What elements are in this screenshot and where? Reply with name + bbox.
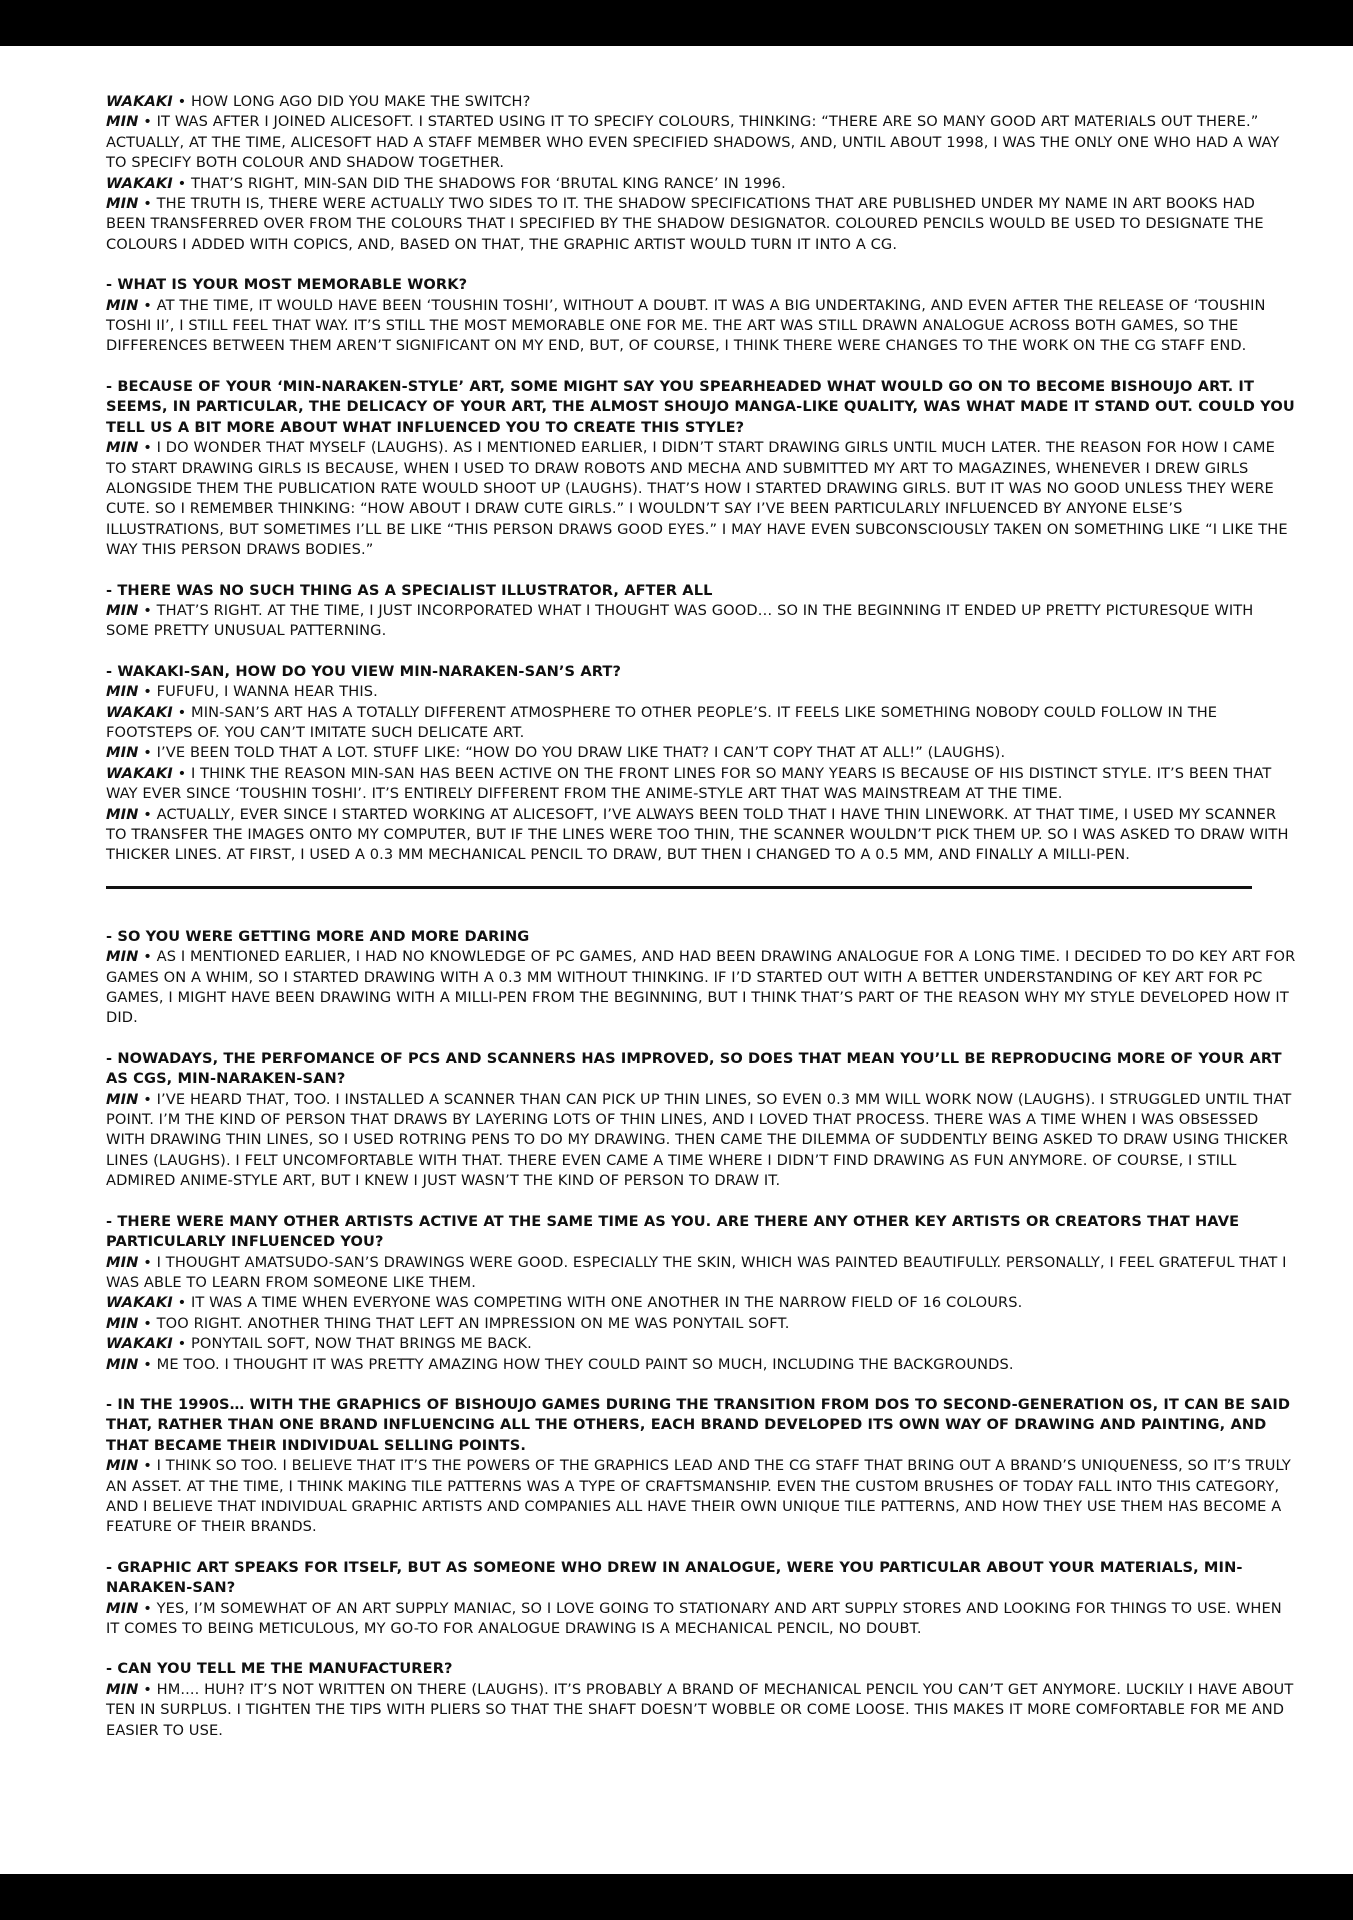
- speaker-name: MIN: [106, 1355, 139, 1373]
- speaker-separator: •: [172, 764, 192, 782]
- speaker-name: WAKAKI: [106, 1335, 173, 1353]
- speaker-name: MIN: [106, 1314, 139, 1332]
- bottom-black-band: [0, 1874, 1353, 1920]
- answer-text: I THOUGHT AMATSUDO-SAN’S DRAWINGS WERE GOOD. ESPECIALLY THE SKIN, WHICH WAS PAINTED BEAUTIFULLY. PERSONALLY, I FEEL GRATEFUL THAT I WAS ABLE TO LEARN FROM SOMEONE LIKE THEM.: [106, 1253, 1287, 1291]
- interview-question: - SO YOU WERE GETTING MORE AND MORE DARING: [106, 927, 530, 945]
- speaker-name: MIN: [106, 1680, 139, 1698]
- speaker-name: WAKAKI: [106, 93, 173, 110]
- qa-section: [106, 1395, 1296, 1538]
- answer-line: [106, 703, 1296, 744]
- answer-text: HM.... HUH? IT’S NOT WRITTEN ON THERE (LAUGHS). IT’S PROBABLY A BRAND OF MECHANICAL PENCIL YOU CAN’T GET ANYMORE. LUCKILY I HAVE ABOUT TEN IN SURPLUS. I TIGHTEN THE TIPS WITH PLIERS SO THAT THE SHAFT DOESN’T WOBBLE OR COME LOOSE. THIS MAKES IT MORE COMFORTABLE FOR ME AND EASIER TO USE.: [106, 1680, 1294, 1739]
- speaker-name: MIN: [106, 948, 139, 966]
- answer-text: I THINK SO TOO. I BELIEVE THAT IT’S THE POWERS OF THE GRAPHICS LEAD AND THE CG STAFF THAT BRING OUT A BRAND’S UNIQUENESS, SO IT’S TRULY AN ASSET. AT THE TIME, I THINK MAKING TILE PATTERNS WAS A TYPE OF CRAFTSMANSHIP. EVEN THE CUSTOM BRUSHES OF TODAY FALL INTO THIS CATEGORY, AND I BELIEVE THAT INDIVIDUAL GRAPHIC ARTISTS AND COMPANIES ALL HAVE THEIR OWN UNIQUE TILE PATTERNS, AND HOW THEY USE THEM HAS BECOME A FEATURE OF THEIR BRANDS.: [106, 1457, 1291, 1536]
- answer-text: THE TRUTH IS, THERE WERE ACTUALLY TWO SIDES TO IT. THE SHADOW SPECIFICATIONS THAT ARE PUBLISHED UNDER MY NAME IN ART BOOKS HAD BEEN TRANSFERRED OVER FROM THE COLOURS THAT I SPECIFIED BY THE SHADOW DESIGNATOR. COLOURED PENCILS WOULD BE USED TO DESIGNATE THE COLOURS I ADDED WITH COPICS, AND, BASED ON THAT, THE GRAPHIC ARTIST WOULD TURN IT INTO A CG.: [106, 195, 1264, 253]
- answer-line: [106, 601, 1296, 642]
- speaker-name: MIN: [106, 1090, 139, 1108]
- answer-text: AS I MENTIONED EARLIER, I HAD NO KNOWLEDGE OF PC GAMES, AND HAD BEEN DRAWING ANALOGUE FOR A LONG TIME. I DECIDED TO DO KEY ART FOR GAMES ON A WHIM, SO I STARTED DRAWING WITH A 0.3 MM WITHOUT THINKING. IF I’D STARTED OUT WITH A BETTER UNDERSTANDING OF KEY ART FOR PC GAMES, I MIGHT HAVE BEEN DRAWING WITH A MILLI-PEN FROM THE BEGINNING, BUT I THINK THAT’S PART OF THE REASON WHY MY STYLE DEVELOPED HOW IT DID.: [106, 948, 1296, 1027]
- answer-line: [106, 174, 1296, 194]
- answer-line: [106, 743, 1296, 763]
- speaker-name: MIN: [106, 439, 139, 457]
- answer-text: ACTUALLY, EVER SINCE I STARTED WORKING AT ALICESOFT, I’VE ALWAYS BEEN TOLD THAT I HAVE THIN LINEWORK. AT THAT TIME, I USED MY SCANNER TO TRANSFER THE IMAGES ONTO MY COMPUTER, BUT IF THE LINES WERE TOO THIN, THE SCANNER WOULDN’T PICK THEM UP. SO I WAS ASKED TO DRAW WITH THICKER LINES. AT FIRST, I USED A 0.3 MM MECHANICAL PENCIL TO DRAW, BUT THEN I CHANGED TO A 0.5 MM, AND FINALLY A MILLI-PEN.: [106, 805, 1289, 864]
- answer-line: [106, 438, 1296, 560]
- speaker-name: MIN: [106, 1599, 139, 1617]
- interview-question: - NOWADAYS, THE PERFOMANCE OF PCS AND SCANNERS HAS IMPROVED, SO DOES THAT MEAN YOU’LL BE REPRODUCING MORE OF YOUR ART AS CGS, MIN-NARAKEN-SAN?: [106, 1049, 1282, 1088]
- interview-question: - IN THE 1990S… WITH THE GRAPHICS OF BISHOUJO GAMES DURING THE TRANSITION FROM DOS TO SECOND-GENERATION OS, IT CAN BE SAID THAT, RATHER THAN ONE BRAND INFLUENCING ALL THE OTHERS, EACH BRAND DEVELOPED ITS OWN WAY OF DRAWING AND PAINTING, AND THAT BECAME THEIR INDIVIDUAL SELLING POINTS.: [106, 1395, 1291, 1454]
- answer-line: [106, 1355, 1296, 1375]
- speaker-name: MIN: [106, 1253, 139, 1271]
- speaker-separator: •: [138, 1090, 157, 1108]
- answer-text: HOW LONG AGO DID YOU MAKE THE SWITCH?: [191, 93, 531, 110]
- speaker-separator: •: [138, 948, 157, 966]
- qa-section: [106, 377, 1296, 561]
- speaker-name: MIN: [106, 601, 139, 619]
- interview-question: - WHAT IS YOUR MOST MEMORABLE WORK?: [106, 276, 468, 294]
- interview-question: - BECAUSE OF YOUR ‘MIN-NARAKEN-STYLE’ ART, SOME MIGHT SAY YOU SPEARHEADED WHAT WOULD GO ON TO BECOME BISHOUJO ART. IT SEEMS, IN PARTICULAR, THE DELICACY OF YOUR ART, THE ALMOST SHOUJO MANGA-LIKE QUALITY, WAS WHAT MADE IT STAND OUT. COULD YOU TELL US A BIT MORE ABOUT WHAT INFLUENCED YOU TO CREATE THIS STYLE?: [106, 377, 1295, 436]
- answer-text: I’VE BEEN TOLD THAT A LOT. STUFF LIKE: “HOW DO YOU DRAW LIKE THAT? I CAN’T COPY THAT AT ALL!” (LAUGHS).: [156, 744, 1006, 762]
- answer-text: MIN-SAN’S ART HAS A TOTALLY DIFFERENT ATMOSPHERE TO OTHER PEOPLE’S. IT FEELS LIKE SOMETHING NOBODY COULD FOLLOW IN THE FOOTSTEPS OF. YOU CAN’T IMITATE SUCH DELICATE ART.: [106, 703, 1218, 741]
- interview-question: - CAN YOU TELL ME THE MANUFACTURER?: [106, 1660, 453, 1678]
- answer-line: [106, 1334, 1296, 1354]
- speaker-separator: •: [138, 1599, 157, 1617]
- answer-text: I’VE HEARD THAT, TOO. I INSTALLED A SCANNER THAN CAN PICK UP THIN LINES, SO EVEN 0.3 MM WILL WORK NOW (LAUGHS). I STRUGGLED UNTIL THAT POINT. I’M THE KIND OF PERSON THAT DRAWS BY LAYERING LOTS OF THIN LINES, AND I LOVED THAT PROCESS. THERE WAS A TIME WHEN I WAS OBSESSED WITH DRAWING THIN LINES, SO I USED ROTRING PENS TO DO MY DRAWING. THEN CAME THE DILEMMA OF SUDDENTLY BEING ASKED TO DRAW USING THICKER LINES (LAUGHS). I FELT UNCOMFORTABLE WITH THAT. THERE EVEN CAME A TIME WHERE I DIDN’T FIND DRAWING AS FUN ANYMORE. OF COURSE, I STILL ADMIRED ANIME-STYLE ART, BUT I KNEW I JUST WASN’T THE KIND OF PERSON TO DRAW IT.: [106, 1090, 1292, 1190]
- speaker-separator: •: [172, 1294, 192, 1312]
- answer-line: [106, 1680, 1296, 1741]
- interview-question: - WAKAKI-SAN, HOW DO YOU VIEW MIN-NARAKEN-SAN’S ART?: [106, 662, 622, 680]
- answer-line: [106, 947, 1296, 1029]
- answer-line: [106, 1253, 1296, 1294]
- speaker-separator: •: [138, 1253, 157, 1271]
- interview-text: [106, 92, 1296, 1761]
- speaker-separator: •: [138, 296, 157, 314]
- top-black-band: [0, 0, 1353, 46]
- speaker-separator: •: [172, 703, 192, 721]
- answer-line: [106, 1599, 1296, 1640]
- answer-line: [106, 296, 1296, 357]
- interview-question: - GRAPHIC ART SPEAKS FOR ITSELF, BUT AS SOMEONE WHO DREW IN ANALOGUE, WERE YOU PARTICULAR ABOUT YOUR MATERIALS, MIN-NARAKEN-SAN?: [106, 1558, 1243, 1597]
- qa-section: [106, 92, 1296, 255]
- speaker-name: MIN: [106, 683, 139, 701]
- speaker-name: MIN: [106, 1457, 139, 1475]
- answer-line: [106, 764, 1296, 805]
- qa-section: [106, 1212, 1296, 1375]
- answer-text: IT WAS A TIME WHEN EVERYONE WAS COMPETING WITH ONE ANOTHER IN THE NARROW FIELD OF 16 COLOURS.: [191, 1294, 1023, 1312]
- speaker-separator: •: [172, 174, 192, 192]
- answer-text: THAT’S RIGHT. AT THE TIME, I JUST INCORPORATED WHAT I THOUGHT WAS GOOD… SO IN THE BEGINNING IT ENDED UP PRETTY PICTURESQUE WITH SOME PRETTY UNUSUAL PATTERNING.: [106, 601, 1254, 640]
- qa-section: [106, 1049, 1296, 1192]
- answer-text: ME TOO. I THOUGHT IT WAS PRETTY AMAZING HOW THEY COULD PAINT SO MUCH, INCLUDING THE BACKGROUNDS.: [156, 1355, 1014, 1373]
- answer-text: PONYTAIL SOFT, NOW THAT BRINGS ME BACK.: [191, 1335, 532, 1353]
- qa-section: [106, 1659, 1296, 1741]
- speaker-name: WAKAKI: [106, 764, 173, 782]
- qa-section: [106, 927, 1296, 1029]
- speaker-name: MIN: [106, 195, 139, 213]
- answer-line: [106, 1456, 1296, 1538]
- speaker-separator: •: [138, 683, 157, 701]
- answer-line: [106, 1293, 1296, 1313]
- speaker-separator: •: [138, 1355, 157, 1373]
- speaker-name: MIN: [106, 805, 139, 823]
- answer-text: FUFUFU, I WANNA HEAR THIS.: [156, 683, 378, 701]
- qa-section: [106, 662, 1296, 866]
- speaker-separator: •: [138, 1314, 157, 1332]
- speaker-separator: •: [138, 601, 157, 619]
- qa-section: [106, 581, 1296, 642]
- speaker-separator: •: [138, 805, 157, 823]
- answer-text: THAT’S RIGHT, MIN-SAN DID THE SHADOWS FOR ‘BRUTAL KING RANCE’ IN 1996.: [191, 174, 786, 192]
- speaker-separator: •: [138, 113, 157, 131]
- speaker-separator: •: [138, 1457, 157, 1475]
- speaker-name: MIN: [106, 113, 139, 131]
- answer-line: [106, 1090, 1296, 1192]
- answer-text: I DO WONDER THAT MYSELF (LAUGHS). AS I MENTIONED EARLIER, I DIDN’T START DRAWING GIRLS UNTIL MUCH LATER. THE REASON FOR HOW I CAME TO START DRAWING GIRLS IS BECAUSE, WHEN I USED TO DRAW ROBOTS AND MECHA AND SUBMITTED MY ART TO MAGAZINES, WHENEVER I DREW GIRLS ALONGSIDE THEM THE PUBLICATION RATE WOULD SHOOT UP (LAUGHS). THAT’S HOW I STARTED DRAWING GIRLS. BUT IT WAS NO GOOD UNLESS THEY WERE CUTE. SO I REMEMBER THINKING: “HOW ABOUT I DRAW CUTE GIRLS.” I WOULDN’T SAY I’VE BEEN PARTICULARLY INFLUENCED BY ANYONE ELSE’S ILLUSTRATIONS, BUT SOMETIMES I’LL BE LIKE “THIS PERSON DRAWS GOOD EYES.” I MAY HAVE EVEN SUBCONSCIOUSLY TAKEN ON SOMETHING LIKE “I LIKE THE WAY THIS PERSON DRAWS BODIES.”: [106, 439, 1288, 559]
- speaker-name: WAKAKI: [106, 174, 173, 192]
- speaker-separator: •: [138, 439, 157, 457]
- interview-question: - THERE WAS NO SUCH THING AS A SPECIALIST ILLUSTRATOR, AFTER ALL: [106, 581, 713, 599]
- answer-line: [106, 682, 1296, 702]
- section-divider: [106, 886, 1252, 889]
- qa-section: [106, 275, 1296, 357]
- speaker-separator: •: [138, 744, 157, 762]
- answer-text: YES, I’M SOMEWHAT OF AN ART SUPPLY MANIAC, SO I LOVE GOING TO STATIONARY AND ART SUPPLY STORES AND LOOKING FOR THINGS TO USE. WHEN IT COMES TO BEING METICULOUS, MY GO-TO FOR ANALOGUE DRAWING IS A MECHANICAL PENCIL, NO DOUBT.: [106, 1599, 1282, 1637]
- speaker-separator: •: [138, 1680, 157, 1698]
- interview-question: - THERE WERE MANY OTHER ARTISTS ACTIVE AT THE SAME TIME AS YOU. ARE THERE ANY OTHER KEY ARTISTS OR CREATORS THAT HAVE PARTICULARLY INFLUENCED YOU?: [106, 1212, 1240, 1251]
- speaker-name: WAKAKI: [106, 1294, 173, 1312]
- speaker-separator: •: [172, 93, 192, 110]
- answer-line: [106, 112, 1296, 173]
- answer-text: AT THE TIME, IT WOULD HAVE BEEN ‘TOUSHIN TOSHI’, WITHOUT A DOUBT. IT WAS A BIG UNDERTAKING, AND EVEN AFTER THE RELEASE OF ‘TOUSHIN TOSHI II’, I STILL FEEL THAT WAY. IT’S STILL THE MOST MEMORABLE ONE FOR ME. THE ART WAS STILL DRAWN ANALOGUE ACROSS BOTH GAMES, SO THE DIFFERENCES BETWEEN THEM AREN’T SIGNIFICANT ON MY END, BUT, OF COURSE, I THINK THERE WERE CHANGES TO THE WORK ON THE CG STAFF END.: [106, 296, 1266, 355]
- speaker-name: MIN: [106, 296, 139, 314]
- answer-line: [106, 805, 1296, 866]
- answer-line: [106, 92, 1296, 112]
- answer-text: I THINK THE REASON MIN-SAN HAS BEEN ACTIVE ON THE FRONT LINES FOR SO MANY YEARS IS BECAUSE OF HIS DISTINCT STYLE. IT’S BEEN THAT WAY EVER SINCE ‘TOUSHIN TOSHI’. IT’S ENTIRELY DIFFERENT FROM THE ANIME-STYLE ART THAT WAS MAINSTREAM AT THE TIME.: [106, 764, 1272, 803]
- qa-section: [106, 1558, 1296, 1640]
- speaker-separator: •: [172, 1335, 192, 1353]
- answer-text: TOO RIGHT. ANOTHER THING THAT LEFT AN IMPRESSION ON ME WAS PONYTAIL SOFT.: [156, 1314, 790, 1332]
- speaker-name: WAKAKI: [106, 703, 173, 721]
- answer-line: [106, 194, 1296, 255]
- speaker-separator: •: [138, 195, 157, 213]
- speaker-name: MIN: [106, 744, 139, 762]
- answer-line: [106, 1314, 1296, 1334]
- answer-text: IT WAS AFTER I JOINED ALICESOFT. I STARTED USING IT TO SPECIFY COLOURS, THINKING: “THERE ARE SO MANY GOOD ART MATERIALS OUT THERE.” ACTUALLY, AT THE TIME, ALICESOFT HAD A STAFF MEMBER WHO EVEN SPECIFIED SHADOWS, AND, UNTIL ABOUT 1998, I WAS THE ONLY ONE WHO HAD A WAY TO SPECIFY BOTH COLOUR AND SHADOW TOGETHER.: [106, 113, 1280, 172]
